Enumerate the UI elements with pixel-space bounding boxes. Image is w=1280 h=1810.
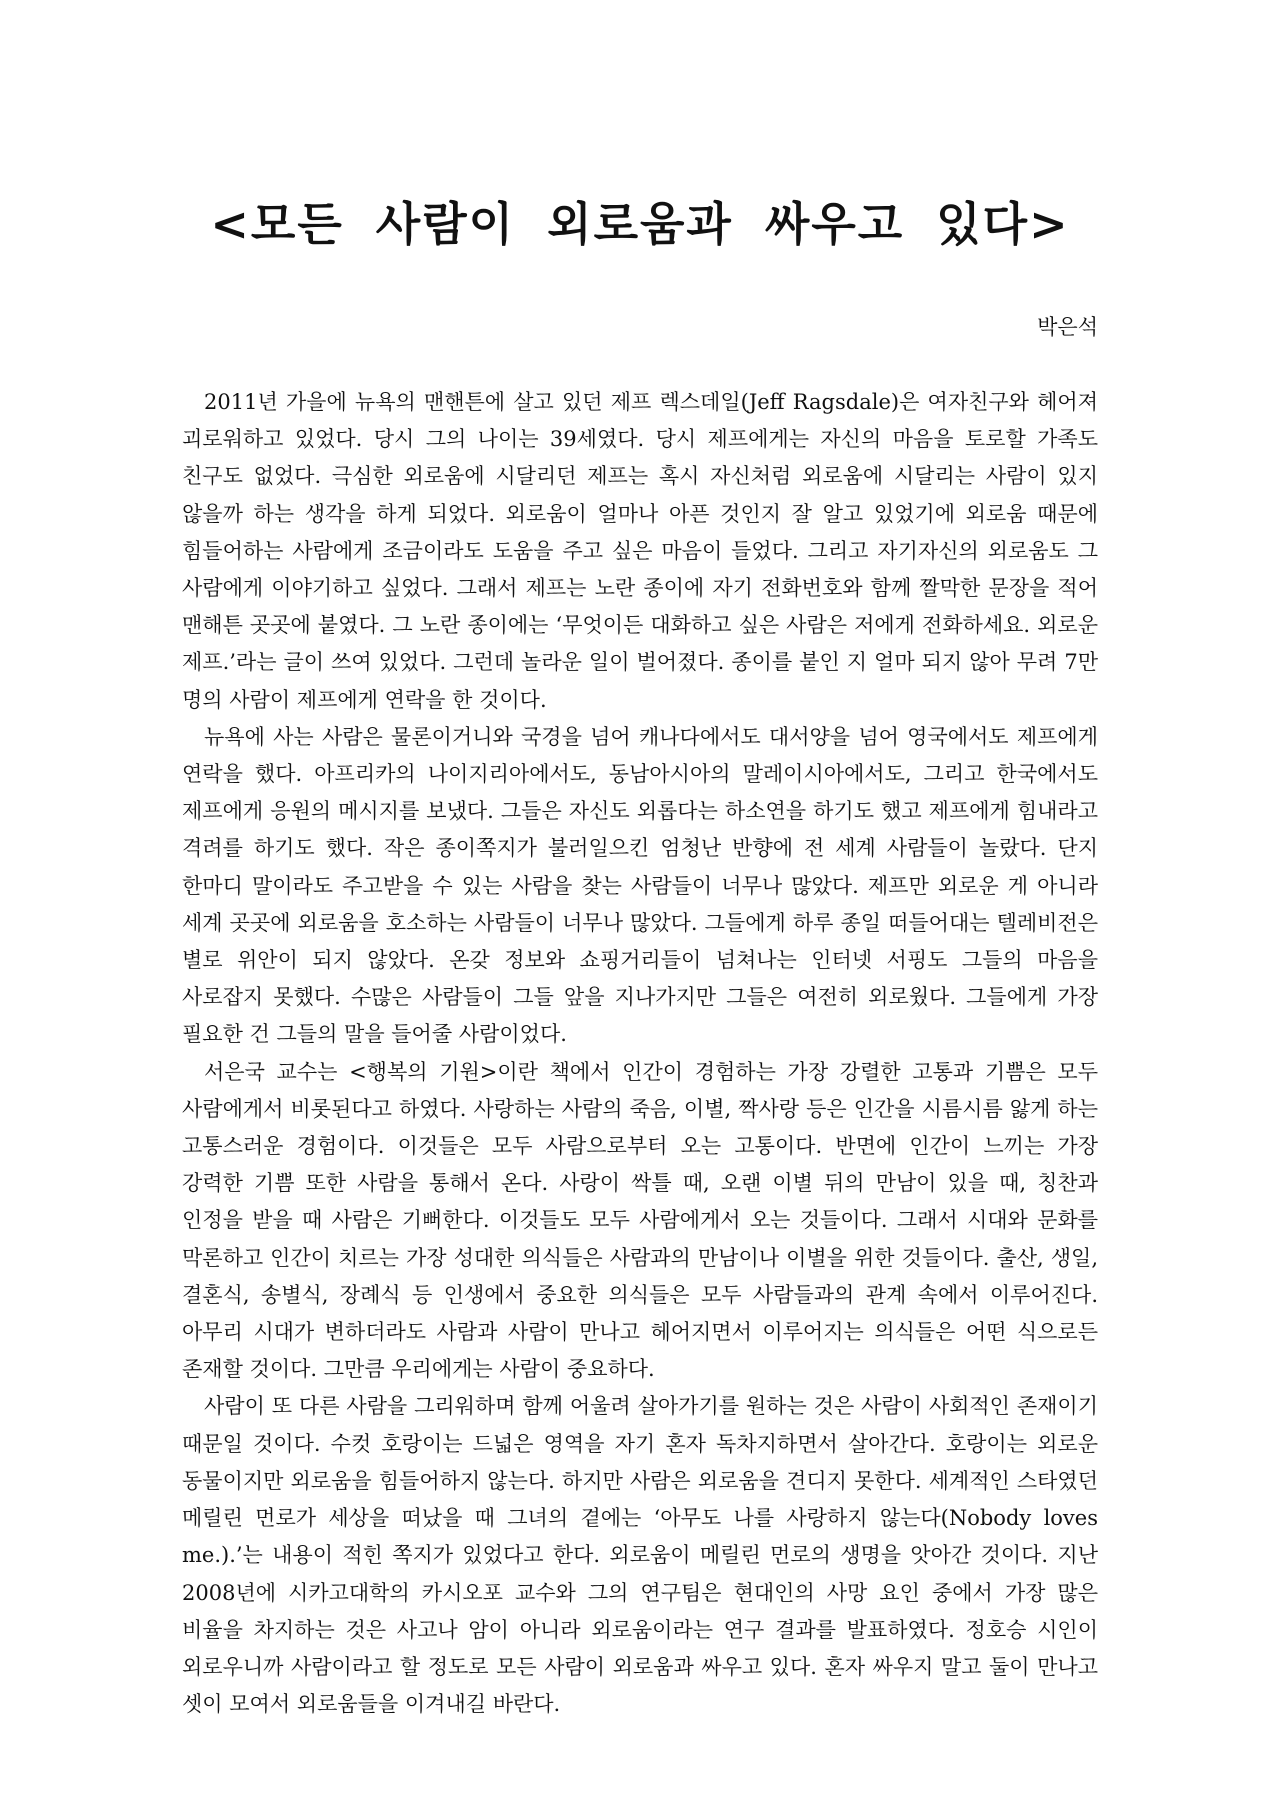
author-name: 박은석 bbox=[1037, 315, 1098, 339]
document-title: <모든 사람이 외로움과 싸우고 있다> bbox=[210, 197, 1070, 251]
body-paragraph: 2011년 가을에 뉴욕의 맨핸튼에 살고 있던 제프 렉스데일(Jeff Ragsdale)은 여자친구와 헤어져 괴로워하고 있었다. 당시 그의 나이는 39세였다. 당시 제프에게는 자신의 마음을 토로할 가족도 친구도 없었다. 극심한 외로움에 시달리던 제프는 혹시 자신처럼 외로움에 시달리는 사람이 있지 않을까 하는 생각을 하게 되었다. 외로움이 얼마나 아픈 것인지 잘 알고 있었기에 외로움 때문에 힘들어하는 사람에게 조금이라도 도움을 주고 싶은 마음이 들었다. 그리고 자기자신의 외로움도 그 사람에게 이야기하고 싶었다. 그래서 제프는 노란 종이에 자기 전화번호와 함께 짤막한 문장을 적어 맨해튼 곳곳에 붙였다. 그 노란 종이에는 ‘무엇이든 대화하고 싶은 사람은 저에게 전화하세요. 외로운 제프.’라는 글이 쓰여 있었다. 그런데 놀라운 일이 벌어졌다. 종이를 붙인 지 얼마 되지 않아 무려 7만 명의 사람이 제프에게 연락을 한 것이다. bbox=[182, 390, 1098, 712]
body-paragraph: 서은국 교수는 <행복의 기원>이란 책에서 인간이 경험하는 가장 강렬한 고통과 기쁨은 모두 사람에게서 비롯된다고 하였다. 사랑하는 사람의 죽음, 이별, 짝사랑 등은 인간을 시름시름 앓게 하는 고통스러운 경험이다. 이것들은 모두 사람으로부터 오는 고통이다. 반면에 인간이 느끼는 가장 강력한 기쁨 또한 사람을 통해서 온다. 사랑이 싹틀 때, 오랜 이별 뒤의 만남이 있을 때, 칭찬과 인정을 받을 때 사람은 기뻐한다. 이것들도 모두 사람에게서 오는 것들이다. 그래서 시대와 문화를 막론하고 인간이 치르는 가장 성대한 의식들은 사람과의 만남이나 이별을 위한 것들이다. 출산, 생일, 결혼식, 송별식, 장례식 등 인생에서 중요한 의식들은 모두 사람들과의 관계 속에서 이루어진다. 아무리 시대가 변하더라도 사람과 사람이 만나고 헤어지면서 이루어지는 의식들은 어떤 식으로든 존재할 것이다. 그만큼 우리에게는 사람이 중요하다. bbox=[182, 1059, 1098, 1382]
body-paragraph: 사람이 또 다른 사람을 그리워하며 함께 어울려 살아가기를 원하는 것은 사람이 사회적인 존재이기 때문일 것이다. 수컷 호랑이는 드넓은 영역을 자기 혼자 독차지하면서 살아간다. 호랑이는 외로운 동물이지만 외로움을 힘들어하지 않는다. 하지만 사람은 외로움을 견디지 못한다. 세계적인 스타였던 메릴린 먼로가 세상을 떠났을 때 그녀의 곁에는 ‘아무도 나를 사랑하지 않는다(Nobody loves me.).’는 내용이 적힌 쪽지가 있었다고 한다. 외로움이 메릴린 먼로의 생명을 앗아간 것이다. 지난 2008년에 시카고대학의 카시오포 교수와 그의 연구팀은 현대인의 사망 요인 중에서 가장 많은 비율을 차지하는 것은 사고나 암이 아니라 외로움이라는 연구 결과를 발표하였다. 정호승 시인이 외로우니까 사람이라고 할 정도로 모든 사람이 외로움과 싸우고 있다. 혼자 싸우지 말고 둘이 만나고 셋이 모여서 외로움들을 이겨내길 바란다. bbox=[182, 1394, 1098, 1717]
body-paragraph: 뉴욕에 사는 사람은 물론이거니와 국경을 넘어 캐나다에서도 대서양을 넘어 영국에서도 제프에게 연락을 했다. 아프리카의 나이지리아에서도, 동남아시아의 말레이시아에서도, 그리고 한국에서도 제프에게 응원의 메시지를 보냈다. 그들은 자신도 외롭다는 하소연을 하기도 했고 제프에게 힘내라고 격려를 하기도 했다. 작은 종이쪽지가 불러일으킨 엄청난 반향에 전 세계 사람들이 놀랐다. 단지 한마디 말이라도 주고받을 수 있는 사람을 찾는 사람들이 너무나 많았다. 제프만 외로운 게 아니라 세계 곳곳에 외로움을 호소하는 사람들이 너무나 많았다. 그들에게 하루 종일 떠들어대는 텔레비전은 별로 위안이 되지 않았다. 온갖 정보와 쇼핑거리들이 넘쳐나는 인터넷 서핑도 그들의 마음을 사로잡지 못했다. 수많은 사람들이 그들 앞을 지나가지만 그들은 여전히 외로웠다. 그들에게 가장 필요한 건 그들의 말을 들어줄 사람이었다. bbox=[182, 724, 1098, 1047]
document-body bbox=[182, 384, 1098, 1723]
